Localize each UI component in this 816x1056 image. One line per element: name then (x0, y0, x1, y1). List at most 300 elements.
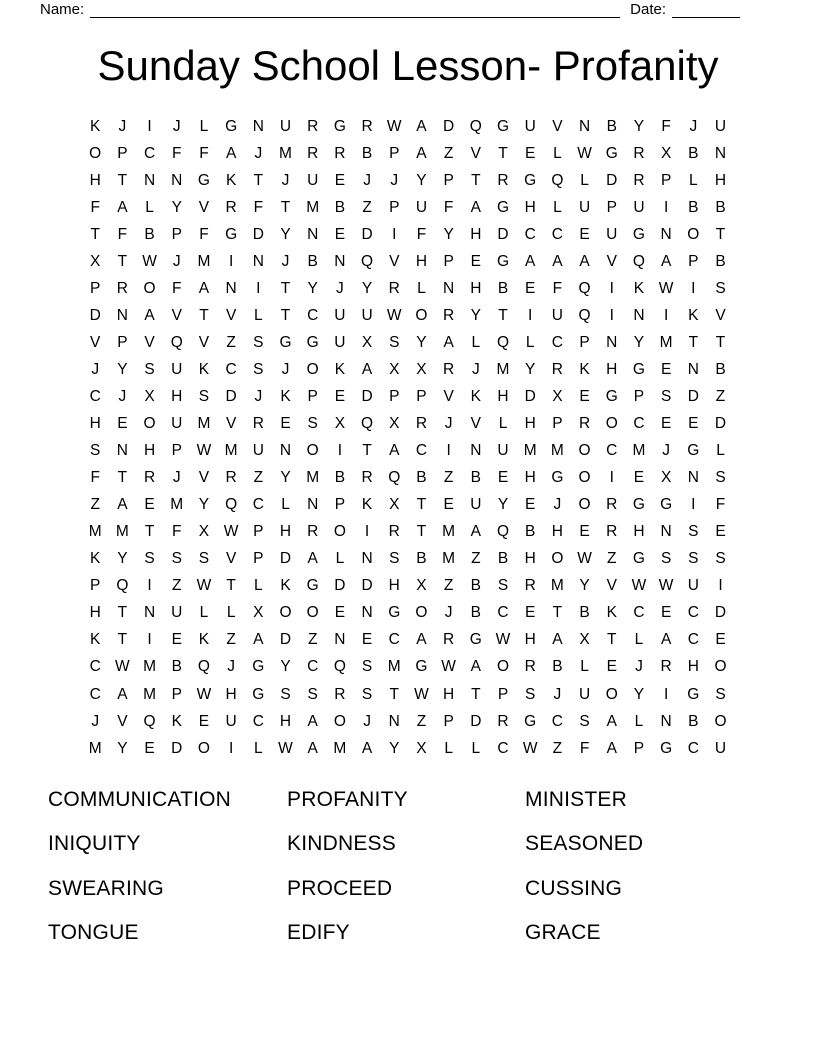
grid-cell: W (658, 577, 674, 595)
grid-cell: L (580, 171, 589, 189)
grid-cell: A (552, 631, 563, 649)
grid-cell: S (715, 550, 726, 568)
grid-cell: W (142, 252, 157, 270)
grid-cell: R (633, 144, 645, 162)
grid-cell: J (662, 442, 670, 460)
grid-cell: G (252, 658, 265, 676)
grid-cell: Y (633, 685, 645, 703)
grid-cell: T (280, 198, 291, 216)
grid-cell: Z (253, 469, 264, 487)
grid-cell: S (497, 577, 509, 595)
grid-cell: B (307, 252, 318, 270)
grid-cell: R (225, 198, 237, 216)
grid-cell: N (578, 117, 591, 135)
grid-cell: A (470, 523, 481, 541)
grid-cell: Y (633, 333, 645, 351)
grid-cell: P (416, 387, 427, 405)
word-list-item: COMMUNICATION (48, 788, 232, 812)
grid-cell: M (170, 496, 184, 514)
grid-cell: H (89, 415, 101, 433)
grid-cell: T (117, 631, 128, 649)
grid-cell: N (361, 604, 373, 622)
grid-cell: A (416, 117, 427, 135)
grid-cell: M (306, 198, 320, 216)
grid-cell: I (528, 306, 533, 324)
grid-cell: X (90, 252, 101, 270)
grid-cell: Q (116, 577, 129, 595)
grid-cell: W (223, 523, 239, 541)
grid-cell: W (196, 442, 212, 460)
grid-cell: O (605, 415, 618, 433)
grid-cell: E (144, 496, 155, 514)
grid-cell: A (198, 279, 210, 297)
word-list-item: PROCEED (287, 876, 393, 900)
grid-cell: Z (362, 198, 372, 216)
grid-cell: M (550, 442, 564, 460)
grid-cell: R (307, 144, 319, 162)
date-blank-line (672, 3, 740, 18)
grid-cell: N (252, 252, 264, 270)
grid-cell: Q (143, 712, 156, 730)
grid-cell: E (171, 631, 182, 649)
grid-cell: R (307, 523, 319, 541)
grid-cell: B (497, 550, 509, 568)
grid-cell: B (470, 604, 481, 622)
grid-cell: S (144, 550, 155, 568)
grid-cell: A (606, 739, 617, 757)
grid-cell: T (253, 171, 264, 189)
grid-cell: N (252, 117, 264, 135)
name-label: Name: (40, 1, 85, 18)
grid-cell: X (416, 577, 427, 595)
grid-cell: X (389, 496, 400, 514)
grid-cell: P (443, 252, 454, 270)
grid-cell: G (605, 144, 618, 162)
grid-cell: U (687, 577, 699, 595)
grid-cell: X (253, 604, 264, 622)
grid-cell: C (633, 604, 645, 622)
grid-cell: M (306, 469, 320, 487)
grid-cell: A (361, 360, 373, 378)
grid-cell: P (117, 333, 128, 351)
grid-cell: U (225, 712, 237, 730)
grid-cell: R (252, 415, 264, 433)
grid-cell: V (470, 144, 481, 162)
grid-cell: U (334, 306, 346, 324)
grid-cell: V (389, 252, 400, 270)
grid-cell: E (280, 415, 291, 433)
grid-cell: M (523, 442, 537, 460)
grid-cell: C (524, 225, 536, 243)
grid-cell: S (171, 550, 182, 568)
grid-cell: D (361, 225, 373, 243)
word-list-item: CUSSING (525, 876, 623, 900)
grid-cell: H (89, 171, 101, 189)
grid-cell: X (389, 415, 400, 433)
grid-cell: N (660, 523, 672, 541)
grid-cell: M (197, 415, 211, 433)
grid-cell: T (226, 577, 236, 595)
grid-cell: Z (443, 469, 454, 487)
grid-cell: J (444, 415, 453, 433)
grid-cell: E (688, 415, 699, 433)
grid-cell: V (715, 306, 726, 324)
grid-cell: J (172, 469, 181, 487)
grid-cell: C (89, 685, 101, 703)
grid-cell: G (388, 604, 401, 622)
grid-cell: Y (280, 225, 291, 243)
grid-cell: N (388, 712, 400, 730)
grid-cell: L (471, 333, 481, 351)
grid-cell: A (660, 631, 672, 649)
grid-cell: D (334, 577, 346, 595)
grid-cell: B (688, 198, 699, 216)
grid-cell: F (199, 144, 209, 162)
grid-cell: V (225, 550, 237, 568)
grid-cell: U (279, 117, 292, 135)
grid-cell: C (415, 442, 428, 460)
grid-cell: H (415, 252, 428, 270)
grid-cell: U (606, 225, 618, 243)
grid-cell: S (253, 333, 264, 351)
grid-cell: N (307, 225, 319, 243)
grid-cell: H (225, 685, 237, 703)
grid-cell: R (143, 469, 156, 487)
grid-cell: T (498, 306, 508, 324)
grid-cell: N (307, 496, 319, 514)
grid-cell: Q (578, 306, 591, 324)
grid-cell: B (552, 658, 563, 676)
grid-cell: M (197, 252, 211, 270)
grid-cell: R (334, 685, 346, 703)
grid-cell: U (470, 496, 482, 514)
grid-cell: P (497, 685, 509, 703)
grid-cell: D (714, 604, 727, 622)
grid-cell: U (361, 306, 373, 324)
grid-cell: D (606, 171, 618, 189)
grid-cell: Y (280, 658, 291, 676)
grid-cell: L (254, 739, 263, 757)
grid-cell: Y (198, 496, 210, 514)
grid-cell: P (171, 225, 182, 243)
grid-cell: K (198, 631, 210, 649)
grid-cell: V (606, 577, 617, 595)
grid-cell: W (115, 658, 130, 676)
grid-cell: K (579, 360, 590, 378)
grid-cell: Y (443, 225, 454, 243)
grid-cell: Y (497, 496, 509, 514)
grid-cell: S (715, 279, 726, 297)
grid-cell: L (335, 550, 345, 568)
grid-cell: S (280, 685, 291, 703)
grid-cell: G (524, 171, 537, 189)
grid-cell: U (633, 198, 645, 216)
grid-cell: O (578, 442, 591, 460)
grid-cell: T (715, 333, 726, 351)
grid-cell: N (687, 360, 699, 378)
grid-cell: Q (496, 333, 510, 351)
grid-cell: B (144, 225, 155, 243)
grid-cell: V (144, 333, 155, 351)
grid-cell: G (225, 225, 238, 243)
grid-cell: D (279, 550, 292, 568)
grid-cell: U (578, 685, 591, 703)
grid-cell: C (89, 387, 101, 405)
grid-cell: G (632, 496, 645, 514)
grid-cell: J (553, 685, 562, 703)
grid-cell: A (253, 631, 264, 649)
grid-cell: S (198, 550, 210, 568)
grid-cell: M (224, 442, 238, 460)
grid-cell: D (470, 712, 482, 730)
grid-cell: P (606, 198, 617, 216)
grid-cell: O (306, 360, 319, 378)
grid-cell: Z (715, 387, 726, 405)
grid-cell: P (334, 496, 346, 514)
grid-cell: S (389, 333, 400, 351)
grid-cell: D (687, 387, 699, 405)
grid-cell: Z (90, 496, 100, 514)
grid-cell: E (715, 631, 726, 649)
grid-cell: P (579, 333, 590, 351)
grid-cell: W (278, 739, 293, 757)
grid-cell: B (525, 523, 536, 541)
grid-cell: A (416, 631, 427, 649)
grid-cell: S (525, 685, 536, 703)
grid-cell: G (496, 252, 510, 270)
grid-cell: I (337, 442, 343, 460)
grid-cell: I (147, 117, 152, 135)
grid-cell: G (333, 117, 346, 135)
grid-cell: Y (307, 279, 318, 297)
grid-cell: I (691, 279, 696, 297)
grid-cell: N (443, 279, 455, 297)
grid-cell: R (497, 171, 509, 189)
grid-cell: W (196, 685, 212, 703)
grid-cell: O (333, 712, 346, 730)
grid-cell: J (118, 387, 127, 405)
grid-cell: I (364, 523, 370, 541)
grid-cell: Z (552, 739, 563, 757)
grid-cell: S (715, 469, 726, 487)
grid-cell: M (632, 442, 646, 460)
grid-cell: F (661, 117, 671, 135)
grid-cell: Y (470, 306, 481, 324)
grid-cell: B (715, 252, 726, 270)
grid-cell: E (660, 415, 672, 433)
grid-cell: R (551, 360, 563, 378)
grid-cell: L (553, 144, 562, 162)
grid-cell: G (687, 442, 700, 460)
grid-cell: L (716, 442, 725, 460)
grid-cell: M (550, 577, 564, 595)
grid-cell: U (714, 117, 727, 135)
grid-cell: E (361, 631, 373, 649)
grid-cell: R (307, 117, 319, 135)
grid-cell: C (633, 415, 645, 433)
word-list-item: PROFANITY (287, 788, 408, 812)
grid-cell: N (171, 171, 183, 189)
grid-cell: B (416, 550, 427, 568)
grid-cell: G (225, 117, 238, 135)
grid-cell: B (470, 577, 481, 595)
grid-cell: L (281, 496, 290, 514)
grid-cell: R (443, 360, 455, 378)
grid-cell: Y (525, 360, 536, 378)
grid-cell: Z (416, 712, 427, 730)
grid-cell: C (687, 631, 699, 649)
grid-cell: E (579, 225, 590, 243)
grid-cell: K (606, 604, 617, 622)
grid-cell: P (90, 279, 101, 297)
grid-cell: E (334, 387, 346, 405)
grid-cell: H (143, 442, 156, 460)
grid-cell: O (714, 712, 727, 730)
grid-cell: E (525, 496, 536, 514)
grid-cell: L (525, 333, 535, 351)
grid-cell: J (91, 712, 100, 730)
grid-cell: R (334, 144, 346, 162)
grid-cell: W (441, 658, 456, 676)
grid-cell: F (416, 225, 427, 243)
grid-cell: X (144, 387, 155, 405)
grid-cell: I (663, 306, 669, 324)
grid-cell: L (199, 604, 209, 622)
grid-cell: R (606, 496, 618, 514)
grid-cell: I (256, 279, 261, 297)
grid-cell: K (334, 360, 346, 378)
grid-cell: C (307, 306, 319, 324)
grid-cell: S (361, 685, 373, 703)
name-date-row (0, 0, 816, 19)
grid-cell: A (307, 739, 318, 757)
grid-cell: X (660, 144, 672, 162)
grid-cell: H (524, 415, 536, 433)
grid-cell: E (660, 604, 672, 622)
grid-cell: Q (333, 658, 346, 676)
word-search-grid (82, 113, 735, 762)
grid-cell: I (663, 198, 669, 216)
grid-cell: S (389, 550, 400, 568)
grid-cell: I (392, 225, 397, 243)
grid-cell: N (660, 225, 672, 243)
grid-cell: Y (117, 739, 128, 757)
grid-cell: R (116, 279, 128, 297)
grid-cell: E (198, 712, 210, 730)
word-list-item: TONGUE (48, 921, 139, 945)
grid-cell: W (386, 306, 402, 324)
grid-cell: P (253, 523, 264, 541)
grid-cell: J (91, 360, 100, 378)
grid-cell: E (579, 387, 590, 405)
grid-cell: S (715, 685, 726, 703)
grid-cell: X (552, 387, 563, 405)
grid-cell: N (606, 333, 618, 351)
grid-cell: S (688, 550, 699, 568)
grid-cell: X (579, 631, 590, 649)
grid-cell: P (117, 144, 128, 162)
grid-cell: U (415, 198, 428, 216)
grid-cell: B (688, 144, 699, 162)
grid-cell: A (416, 144, 427, 162)
grid-cell: S (660, 387, 672, 405)
grid-cell: S (144, 360, 155, 378)
grid-cell: P (253, 550, 264, 568)
grid-cell: T (471, 171, 481, 189)
grid-cell: Y (280, 469, 291, 487)
grid-cell: R (524, 577, 536, 595)
grid-cell: H (551, 523, 563, 541)
grid-cell: X (416, 360, 427, 378)
grid-cell: T (144, 523, 155, 541)
grid-cell: L (580, 658, 589, 676)
grid-cell: C (687, 739, 699, 757)
grid-cell: W (414, 685, 429, 703)
grid-cell: P (307, 387, 318, 405)
grid-cell: C (388, 631, 400, 649)
grid-cell: S (198, 387, 210, 405)
grid-cell: J (227, 658, 235, 676)
grid-cell: U (497, 442, 509, 460)
grid-cell: H (524, 550, 536, 568)
grid-cell: N (225, 279, 237, 297)
word-list-item: SWEARING (48, 876, 164, 900)
grid-cell: J (444, 604, 453, 622)
grid-cell: Q (361, 252, 374, 270)
grid-cell: T (117, 171, 128, 189)
grid-cell: D (361, 577, 373, 595)
grid-cell: O (89, 144, 102, 162)
grid-cell: J (363, 171, 371, 189)
grid-cell: N (633, 306, 645, 324)
grid-cell: Q (388, 469, 401, 487)
grid-cell: L (471, 739, 481, 757)
grid-cell: F (579, 739, 590, 757)
grid-cell: C (252, 496, 264, 514)
grid-cell: O (143, 415, 156, 433)
grid-cell: O (143, 279, 156, 297)
grid-cell: H (279, 712, 292, 730)
grid-cell: T (362, 442, 372, 460)
grid-cell: A (117, 685, 128, 703)
grid-cell: Y (416, 333, 427, 351)
grid-cell: T (416, 496, 427, 514)
grid-cell: F (552, 279, 563, 297)
grid-cell: U (714, 739, 727, 757)
grid-cell: H (279, 523, 292, 541)
grid-cell: T (280, 279, 291, 297)
grid-cell: T (498, 144, 508, 162)
grid-cell: Q (361, 415, 374, 433)
grid-cell: A (117, 198, 128, 216)
grid-cell: Q (469, 117, 482, 135)
grid-cell: Y (171, 198, 182, 216)
grid-cell: B (171, 658, 182, 676)
grid-cell: U (252, 442, 264, 460)
grid-cell: F (90, 198, 100, 216)
grid-cell: R (415, 415, 428, 433)
grid-cell: M (88, 739, 102, 757)
grid-cell: H (171, 387, 183, 405)
grid-cell: T (280, 306, 291, 324)
grid-cell: J (118, 117, 127, 135)
grid-cell: L (634, 712, 644, 730)
grid-cell: G (306, 577, 319, 595)
grid-cell: E (579, 523, 590, 541)
grid-cell: A (361, 739, 373, 757)
grid-cell: C (551, 712, 563, 730)
grid-cell: T (416, 523, 427, 541)
